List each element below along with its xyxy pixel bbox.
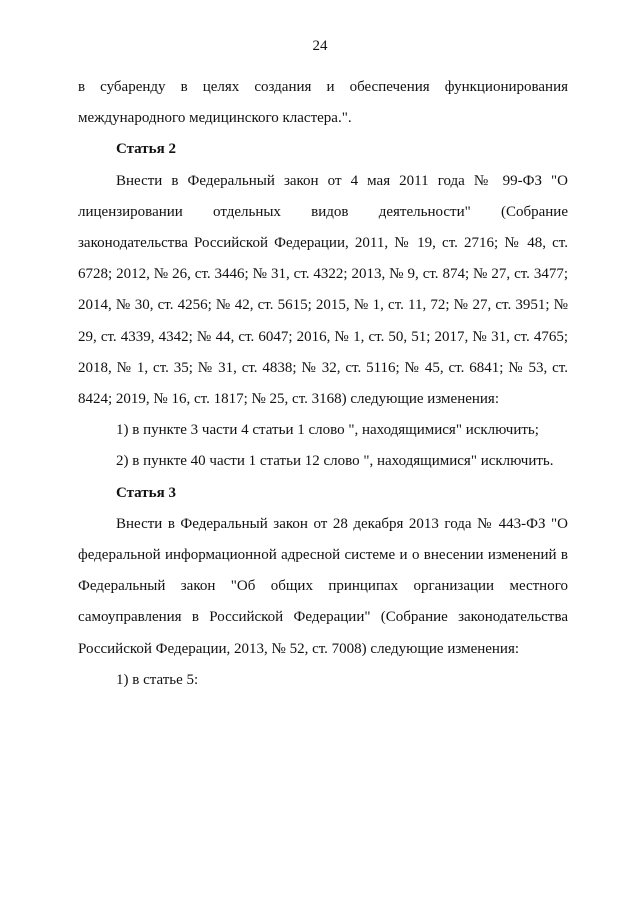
document-body <box>78 72 568 696</box>
paragraph-article-2-item-1: 1) в пункте 3 части 4 статьи 1 слово ", находящимися" исключить; <box>116 422 539 439</box>
paragraph-article-2-item-2: 2) в пункте 40 части 1 статьи 12 слово ", находящимися" исключить. <box>116 453 554 470</box>
paragraph-continuation: в субаренду в целях создания и обеспечения функционирования международного медицинского кластера.". <box>78 79 568 127</box>
article-heading-2: Статья 2 <box>116 141 176 158</box>
article-heading-3: Статья 3 <box>116 484 176 501</box>
paragraph-article-3-item-1: 1) в статье 5: <box>116 671 199 688</box>
paragraph-article-3-intro: Внести в Федеральный закон от 28 декабря 2013 года № 443-ФЗ "О федеральной информационной адресной системе и о внесении изменений в Федеральный закон "Об общих принципах организации местного самоуправления в Российской Федерации" (Собрание законодательства Российской Федерации, 2013, № 52, ст. 7008) следующие изменения: <box>78 515 568 657</box>
paragraph-article-2-intro: Внести в Федеральный закон от 4 мая 2011 года № 99-ФЗ "О лицензировании отдельных видов деятельности" (Собрание законодательства Российской Федерации, 2011, № 19, ст. 2716; № 48, ст. 6728; 2012, № 26, ст. 3446; № 31, ст. 4322; 2013, № 9, ст. 874; № 27, ст. 3477; 2014, № 30, ст. 4256; № 42, ст. 5615; 2015, № 1, ст. 11, 72; № 27, ст. 3951; № 29, ст. 4339, 4342; № 44, ст. 6047; 2016, № 1, ст. 50, 51; 2017, № 31, ст. 4765; 2018, № 1, ст. 35; № 31, ст. 4838; № 32, ст. 5116; № 45, ст. 6841; № 53, ст. 8424; 2019, № 16, ст. 1817; № 25, ст. 3168) следующие изменения: <box>78 172 568 408</box>
page-number: 24 <box>312 38 328 54</box>
